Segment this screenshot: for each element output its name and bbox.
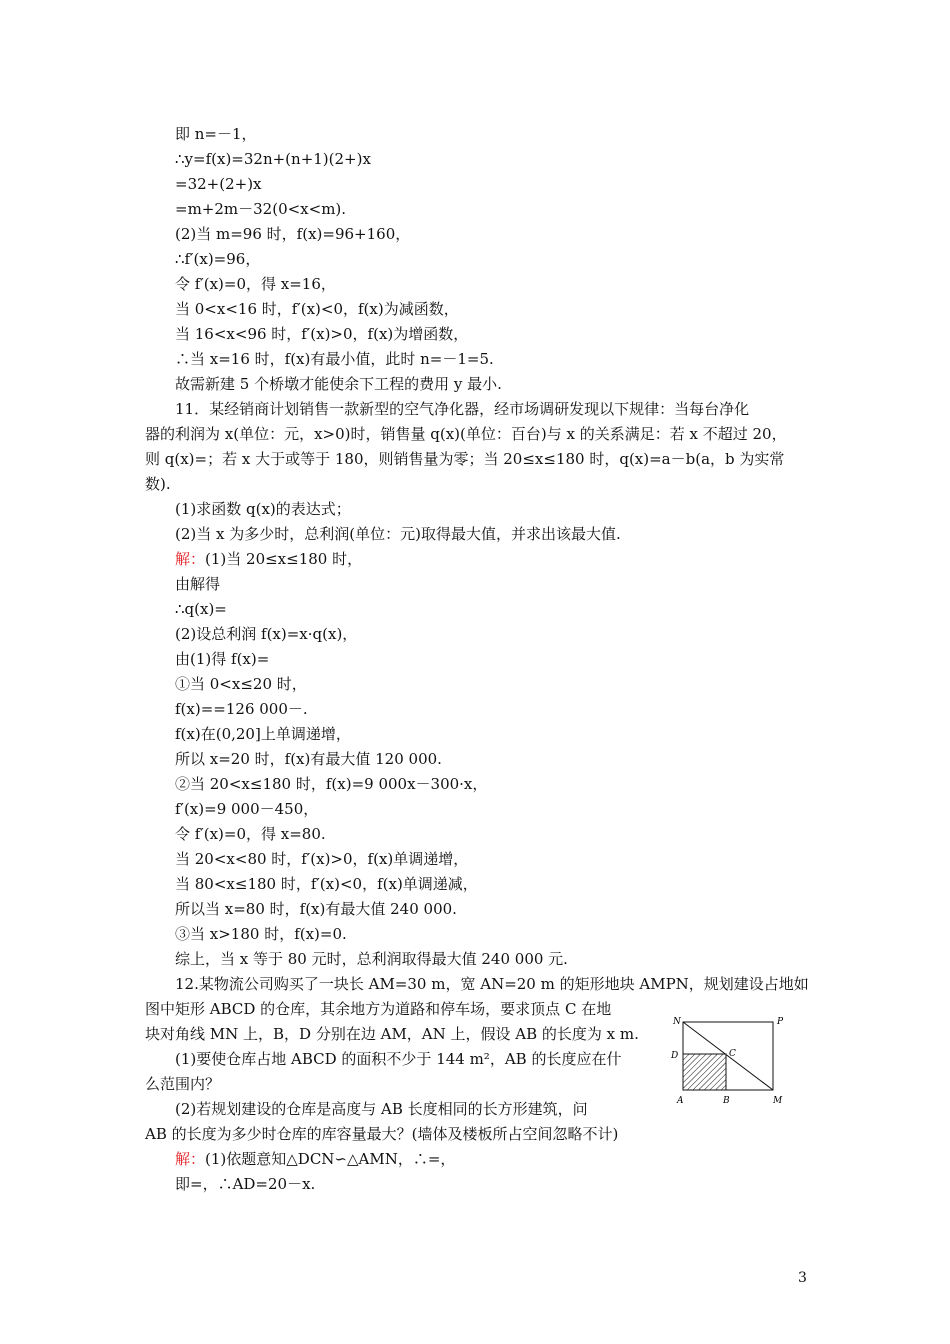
line-22: 由(1)得 f(x)= (175, 650, 270, 668)
line-14: 则 q(x)=；若 x 大于或等于 180，则销售量为零；当 20≤x≤180 时，q(x)=a－b(a，b 为实常 (145, 450, 785, 468)
rectangle-diagram (665, 1010, 795, 1110)
line-9: 当 16<x<96 时，f′(x)>0，f(x)为增函数， (175, 325, 469, 343)
line-4: =m+2m－32(0<x<m). (175, 200, 347, 218)
label-P: P (777, 1017, 784, 1027)
rect-ABCD (683, 1054, 726, 1090)
label-M: M (773, 1096, 783, 1106)
line-36: 图中矩形 ABCD 的仓库，其余地方为道路和停车场，要求顶点 C 在地 (145, 1000, 612, 1018)
line-23: ①当 0<x≤20 时， (175, 675, 307, 693)
label-C: C (729, 1049, 736, 1059)
line-18 (175, 547, 362, 572)
label-D: D (671, 1051, 679, 1061)
line-38: (1)要使仓库占地 ABCD 的面积不少于 144 m²，AB 的长度应在什 (175, 1050, 622, 1068)
page-number: 3 (798, 1270, 807, 1286)
line-32: 所以当 x=80 时，f(x)有最大值 240 000. (175, 900, 457, 918)
solution-label: 解： (175, 550, 206, 568)
line-24: f(x)==126 000－. (175, 700, 308, 718)
line-17: (2)当 x 为多少时，总利润(单位：元)取得最大值，并求出该最大值. (175, 525, 621, 543)
line-26: 所以 x=20 时，f(x)有最大值 120 000. (175, 750, 442, 768)
line-10: ∴当 x=16 时，f(x)有最小值，此时 n=－1=5. (175, 350, 494, 368)
line-42-text: (1)依题意知△DCN∽△AMN，∴=， (205, 1150, 456, 1168)
label-B: B (723, 1096, 730, 1106)
line-2: ∴y=f(x)=32n+(n+1)(2+)x (175, 150, 371, 168)
label-N: N (673, 1017, 681, 1027)
line-7: 令 f′(x)=0，得 x=16， (175, 275, 336, 293)
line-28: f′(x)=9 000－450， (175, 800, 319, 818)
line-12: 11．某经销商计划销售一款新型的空气净化器，经市场调研发现以下规律：当每台净化 (175, 400, 750, 418)
line-33: ③当 x>180 时，f(x)=0. (175, 925, 347, 943)
line-8: 当 0<x<16 时，f′(x)<0，f(x)为减函数， (175, 300, 459, 318)
line-5: (2)当 m=96 时，f(x)=96+160， (175, 225, 411, 243)
line-18-text: (1)当 20≤x≤180 时， (205, 550, 363, 568)
line-27: ②当 20<x≤180 时，f(x)=9 000x－300·x， (175, 775, 488, 793)
line-39: 么范围内？ (145, 1075, 221, 1093)
solution-label-2: 解： (175, 1150, 206, 1168)
line-34: 综上，当 x 等于 80 元时，总利润取得最大值 240 000 元. (175, 950, 568, 968)
line-31: 当 80<x≤180 时，f′(x)<0，f(x)单调递减， (175, 875, 478, 893)
line-16: (1)求函数 q(x)的表达式； (175, 500, 351, 518)
line-25: f(x)在(0,20]上单调递增， (175, 725, 351, 743)
line-21: (2)设总利润 f(x)=x·q(x)， (175, 625, 358, 643)
line-6: ∴f′(x)=96， (175, 250, 261, 268)
line-1: 即 n=－1， (175, 125, 257, 143)
line-13: 器的利润为 x(单位：元，x>0)时，销售量 q(x)(单位：百台)与 x 的关系满足：若 x 不超过 20， (145, 425, 787, 443)
line-41: AB 的长度为多少时仓库的库容量最大？(墙体及楼板所占空间忽略不计) (145, 1125, 619, 1143)
line-30: 当 20<x<80 时，f′(x)>0，f(x)单调递增， (175, 850, 469, 868)
line-35: 12.某物流公司购买了一块长 AM=30 m，宽 AN=20 m 的矩形地块 AMPN，规划建设占地如 (175, 975, 809, 993)
line-29: 令 f′(x)=0，得 x=80. (175, 825, 326, 843)
line-37: 块对角线 MN 上，B，D 分别在边 AM，AN 上，假设 AB 的长度为 x m. (145, 1025, 639, 1043)
line-20: ∴q(x)= (175, 600, 227, 618)
line-19: 由解得 (175, 575, 221, 593)
label-A: A (677, 1096, 684, 1106)
line-40: (2)若规划建设的仓库是高度与 AB 长度相同的长方形建筑，问 (175, 1100, 588, 1118)
line-11: 故需新建 5 个桥墩才能使余下工程的费用 y 最小. (175, 375, 502, 393)
line-3: =32+(2+)x (175, 175, 262, 193)
line-43: 即=，∴AD=20－x. (175, 1175, 316, 1193)
line-15: 数). (145, 475, 171, 493)
line-42 (175, 1147, 455, 1172)
